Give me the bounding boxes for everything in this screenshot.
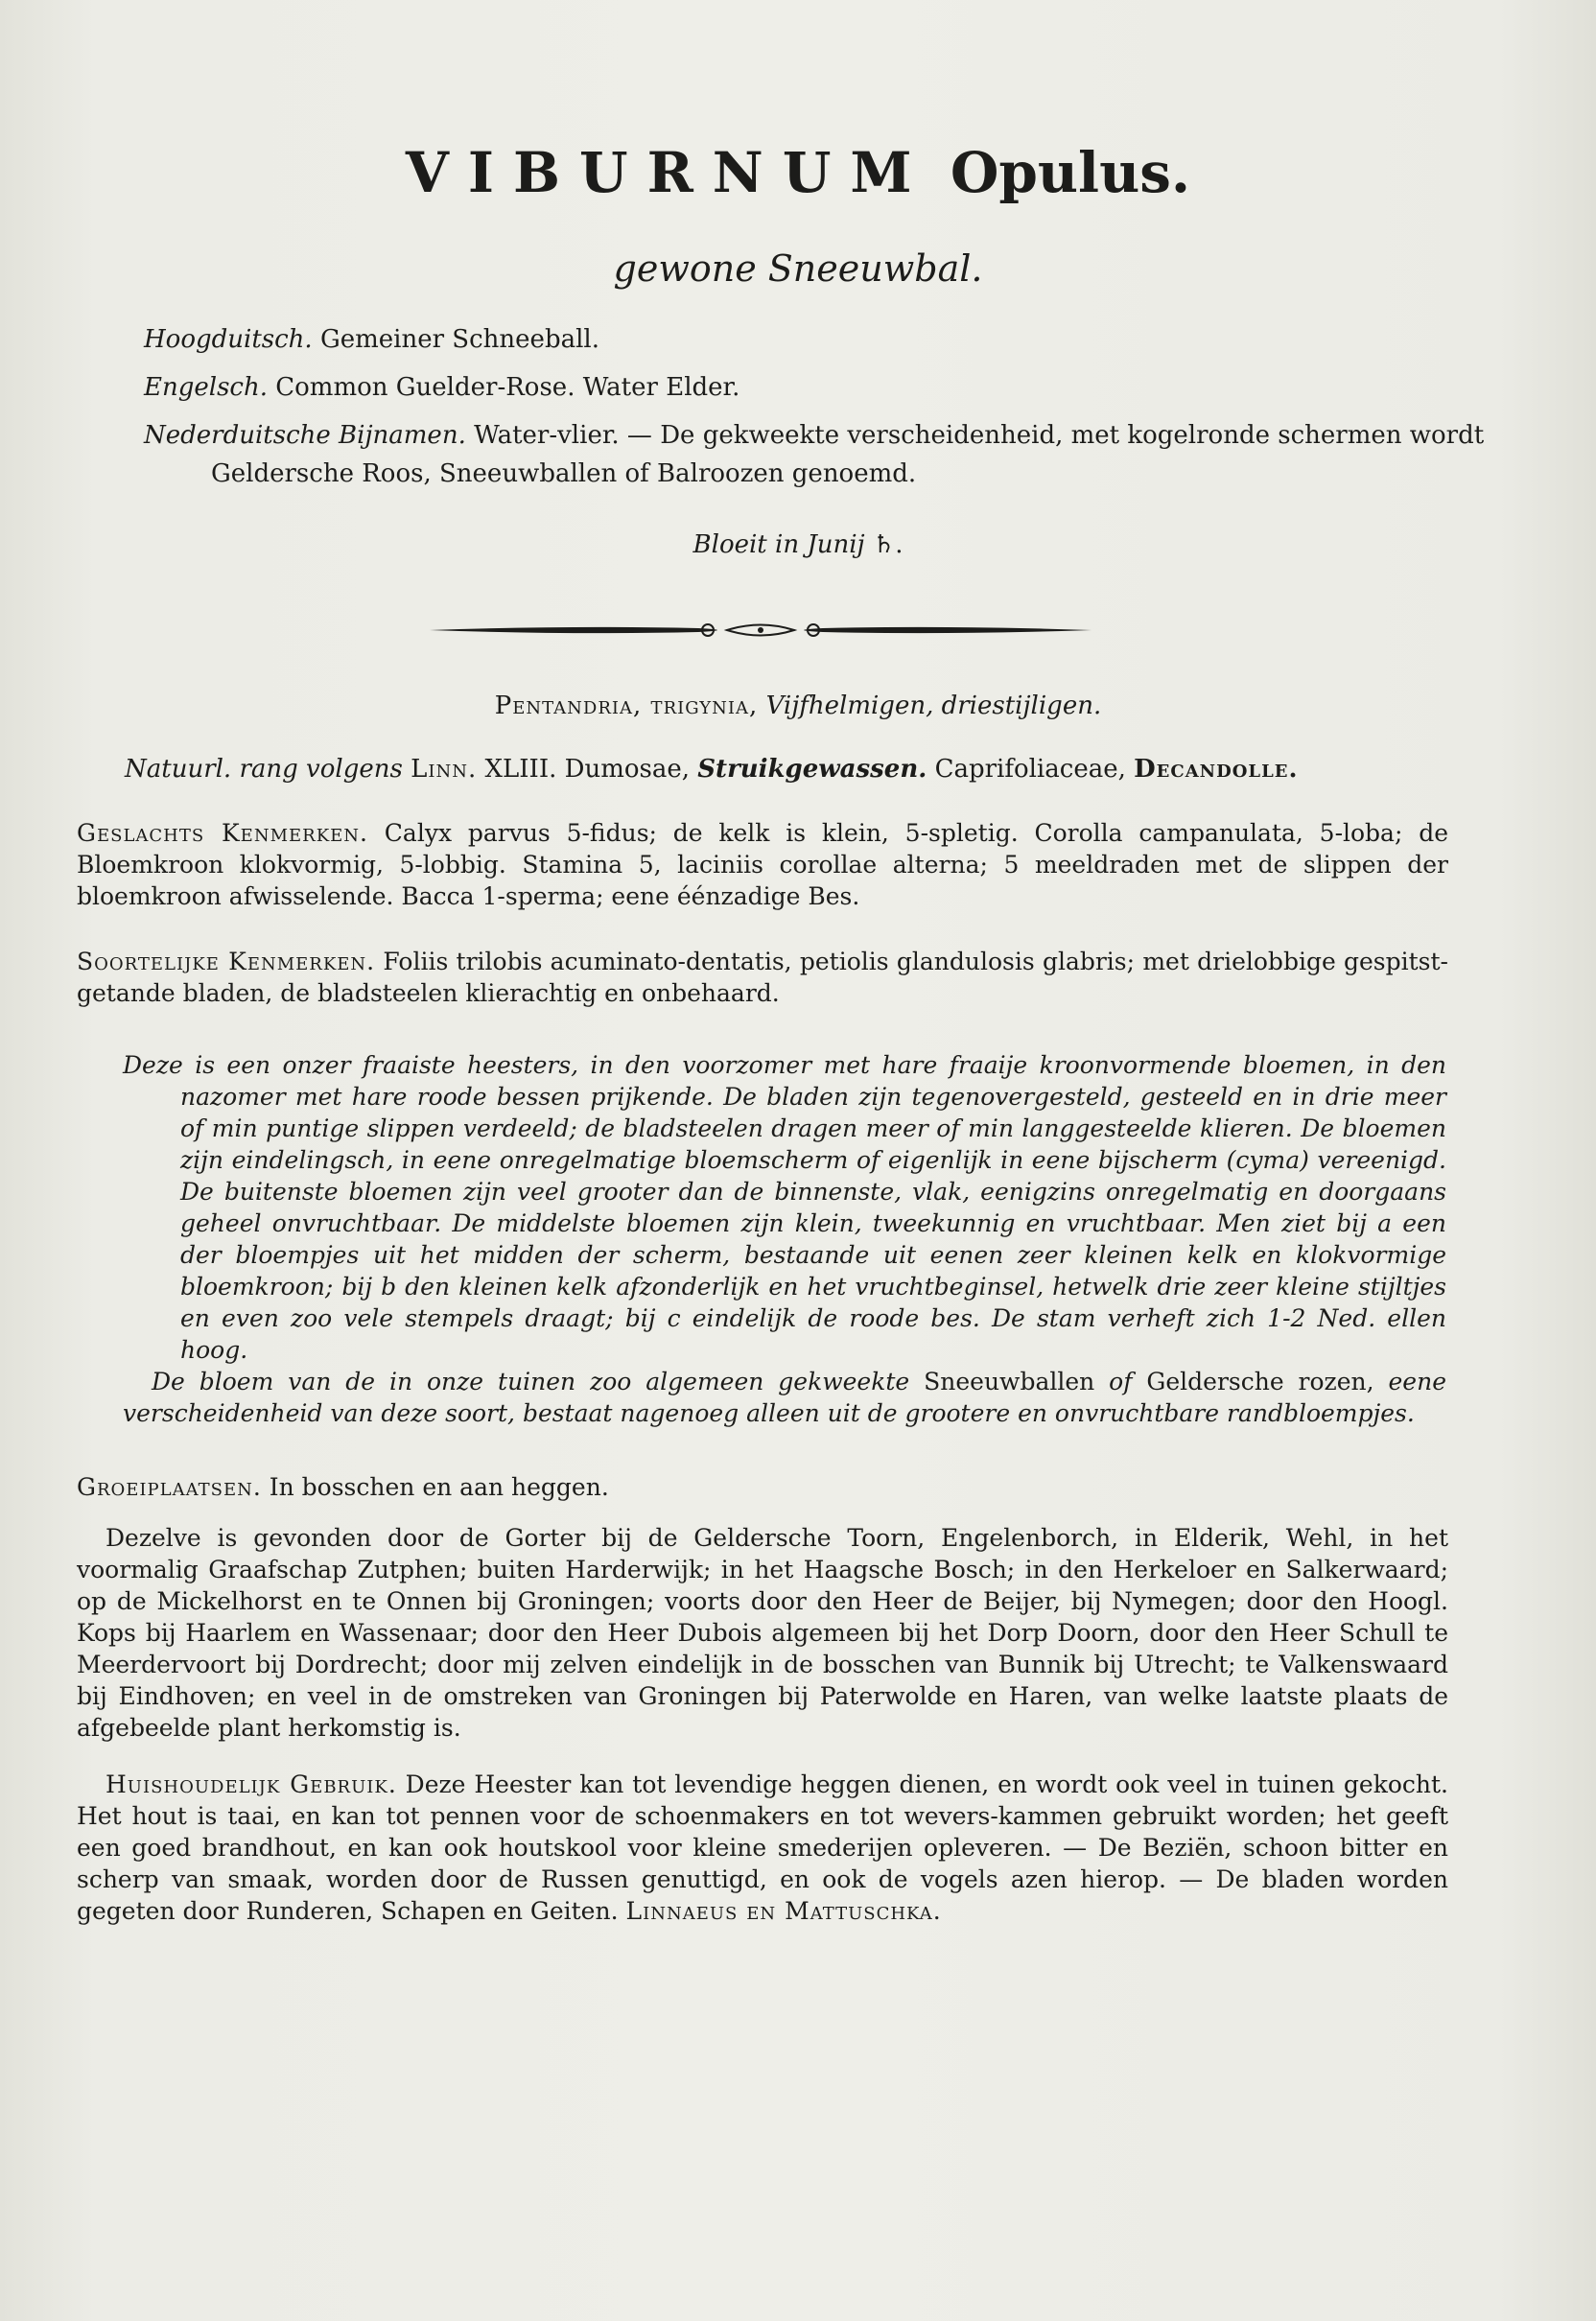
- natuurl-decandolle: Decandolle.: [1134, 755, 1299, 784]
- species-name: Opulus.: [950, 140, 1191, 205]
- natuurl-label: Natuurl. rang volgens: [125, 755, 403, 784]
- beschrijving-p1: Deze is een onzer fraaiste heesters, in den voorzomer met hare fraaije kroonvormende bloemen, in den nazomer met hare roode bessen prijkende. De bladen zijn tegenovergesteld, gesteeld en in drie meer of min puntige slippen verdeeld; de bladsteelen dragen meer of min langgesteelde klieren. De bloemen zijn eindelingsch, in eene onregelmatige bloemscherm of eigenlijk in eene bijscherm (cyma) vereenigd. De buitenste bloemen zijn veel grooter dan de binnenste, vlak, eenigzins onregelmatig en doorgaans geheel onvruchtbaar. De middelste bloemen zijn klein, tweekunnig en vruchtbaar. Men ziet bij a een der bloempjes uit het midden der scherm, bestaande uit eenen zeer kleinen kelk en klokvormige bloemkroon; bij b den kleinen kelk afzonderlijk en het vruchtbeginsel, hetwelk drie zeer kleine stijltjes en even zoo vele stempels draagt; bij c eindelijk de roode bes. De stam verheft zich 1-2 Ned. ellen hoog.: [123, 1051, 1446, 1364]
- name-hoogduitsch: [144, 320, 1448, 359]
- natuurl-rest: XLIII. Dumosae,: [484, 755, 691, 784]
- ornament-divider-icon: [430, 614, 1091, 646]
- beschrijving-p2e: eene verscheidenheid van deze soort, bestaat nagenoeg alleen uit de grootere en onvruchtbare randbloempjes.: [123, 1368, 1446, 1427]
- hoogduitsch-value: Gemeiner Schneeball.: [319, 325, 599, 354]
- hoogduitsch-label: Hoogduitsch.: [144, 325, 313, 354]
- huishoudelijk-gebruik: [77, 1769, 1448, 1927]
- groeiplaatsen-text: In bosschen en aan heggen.: [269, 1473, 609, 1501]
- geslachts-text: Calyx parvus 5-fidus; de kelk is klein, 5-spletig. Corolla campanulata, 5-loba; de Bloemkroon klokvormig, 5-lobbig. Stamina 5, laciniis corollae alterna; 5 meeldraden met de slippen der bloemkroon afwisselende. Bacca 1-sperma; eene éénzadige Bes.: [77, 819, 1448, 910]
- groeiplaatsen: [77, 1471, 1448, 1744]
- engelsch-value: Common Guelder-Rose. Water Elder.: [275, 373, 740, 402]
- bloei-label: Bloeit in Junij: [692, 530, 865, 559]
- name-engelsch: [144, 368, 1448, 407]
- huishoudelijk-label: Huishoudelijk Gebruik.: [106, 1770, 397, 1798]
- groeiplaatsen-label: Groeiplaatsen.: [77, 1473, 262, 1501]
- huishoudelijk-authors: Linnaeus en Mattuschka.: [625, 1897, 942, 1925]
- beschrijving-p2d: Geldersche rozen,: [1146, 1368, 1374, 1395]
- name-bijnamen: [144, 416, 1515, 493]
- engelsch-label: Engelsch.: [144, 373, 268, 402]
- soortelijke-kenmerken: [77, 946, 1448, 1009]
- natuurl-capri: Caprifoliaceae,: [934, 755, 1126, 784]
- class-latin: Pentandria, trigynia,: [494, 692, 759, 720]
- beschrijving-p2c: of: [1109, 1368, 1133, 1395]
- common-name: gewone Sneeuwbal.: [613, 247, 983, 290]
- bijnamen-label: Nederduitsche Bijnamen.: [144, 421, 466, 450]
- genus-name: VIBURNUM: [405, 140, 931, 205]
- page-title: [0, 134, 1596, 211]
- bloei-symbol: ♄.: [872, 530, 904, 559]
- natuurl-linn: Linn.: [411, 755, 478, 784]
- classification-line: [0, 687, 1596, 725]
- beschrijving-p2: [123, 1366, 1446, 1429]
- soortelijke-label: Soortelijke Kenmerken.: [77, 948, 376, 975]
- huishoudelijk-text: Deze Heester kan tot levendige heggen dienen, en wordt ook veel in tuinen gekocht. Het hout is taai, en kan tot pennen voor de schoenmakers en tot wevers-kammen gebruikt worden; het geeft een goed brandhout, en kan ook houtskool voor kleine smederijen opleveren. — De Beziën, schoon bitter en scherp van smaak, worden door de Russen genuttigd, en ook de vogels azen hierop. — De bladen worden gegeten door Runderen, Schapen en Geiten.: [77, 1770, 1448, 1925]
- geslachts-label: Geslachts Kenmerken.: [77, 819, 368, 847]
- natuurl-struik: Struikgewassen.: [697, 755, 927, 784]
- beschrijving-p2b: Sneeuwballen: [924, 1368, 1095, 1395]
- natuurl-rang: [125, 750, 1429, 788]
- groeiplaatsen-p: Dezelve is gevonden door de Gorter bij de Geldersche Toorn, Engelenborch, in Elderik, Wehl, in het voormalig Graafschap Zutphen; buiten Harderwijk; in het Haagsche Bosch; in den Herkeloer en Salkerwaard; op de Mickelhorst en te Onnen bij Groningen; voorts door den Heer de Beijer, bij Nymegen; door den Hoogl. Kops bij Haarlem en Wassenaar; door den Heer Dubois algemeen bij het Dorp Doorn, door den Heer Schull te Meerdervoort bij Dordrecht; door mij zelven eindelijk in de bosschen van Bunnik bij Utrecht; te Valkenswaard bij Eindhoven; en veel in de omstreken van Groningen bij Paterwolde en Haren, van welke laatste plaats de afgebeelde plant herkomstig is.: [77, 1524, 1448, 1742]
- soortelijke-text: Foliis trilobis acuminato-dentatis, petiolis glandulosis glabris; met drielobbige gespitst-getande bladen, de bladsteelen klierachtig en onbehaard.: [77, 948, 1449, 1007]
- class-dutch: Vijfhelmigen, driestijligen.: [765, 692, 1102, 720]
- beschrijving: [123, 1049, 1446, 1429]
- bijnamen-value: Water-vlier. — De gekweekte verscheidenheid, met kogelronde schermen wordt Geldersche Roos, Sneeuwballen of Balroozen genoemd.: [211, 421, 1485, 488]
- beschrijving-p2a: De bloem van de in onze tuinen zoo algemeen gekweekte: [152, 1368, 910, 1395]
- geslachts-kenmerken: [77, 817, 1448, 912]
- bloei-line: [0, 526, 1596, 564]
